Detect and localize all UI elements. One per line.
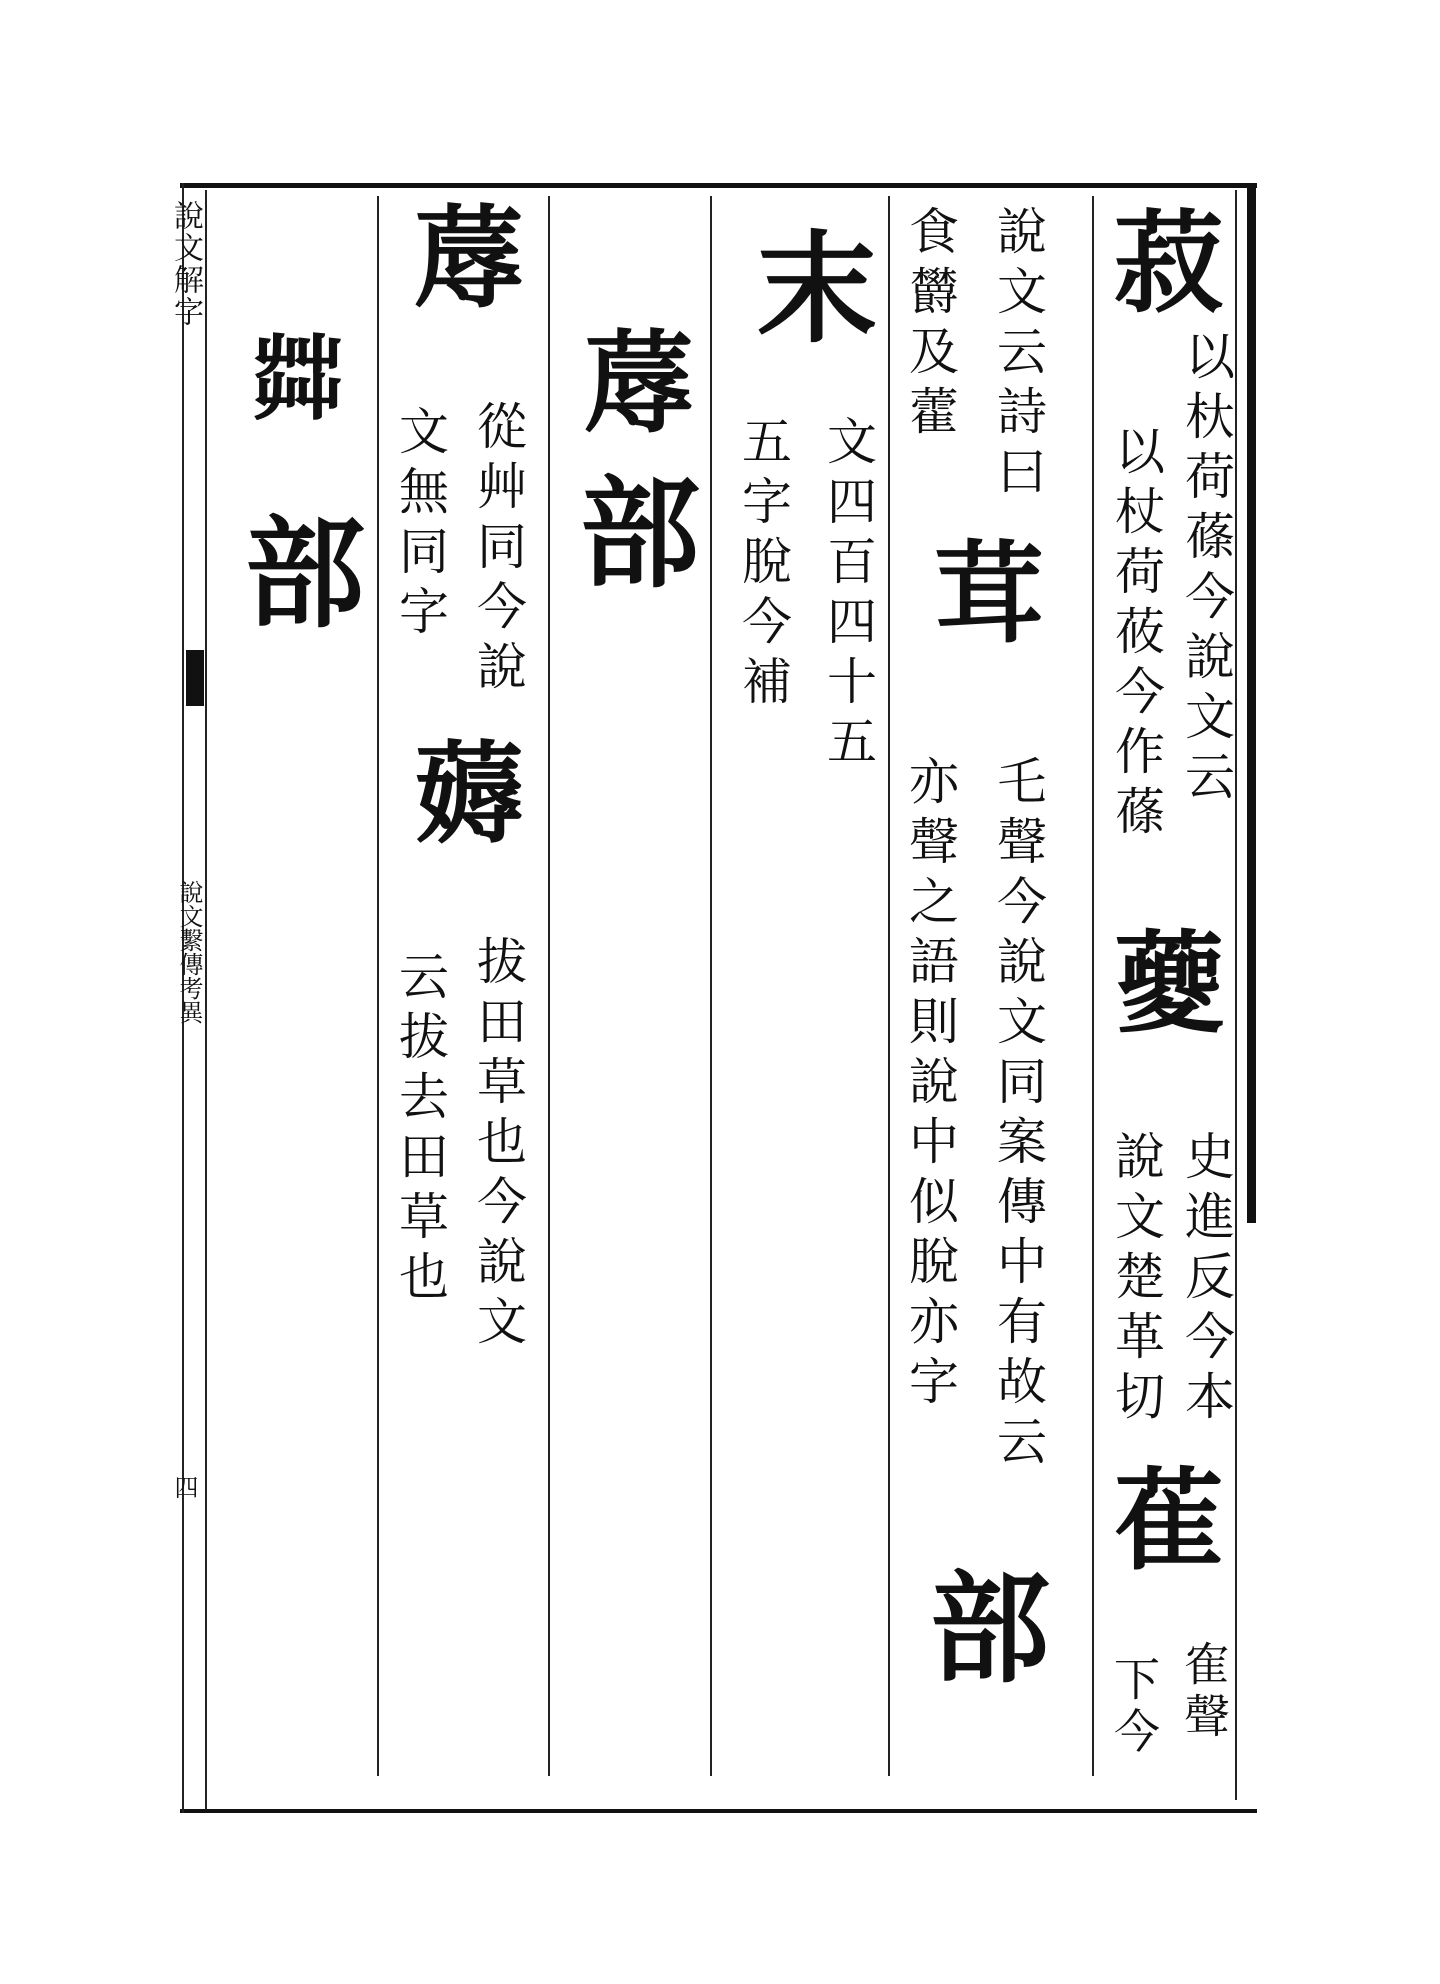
seal-character: 茻: [236, 330, 344, 422]
radical-label: 部: [225, 510, 366, 630]
column-rule: [710, 196, 712, 1776]
column-rule: [888, 196, 890, 1776]
gutter-page-number: 四: [170, 1475, 198, 1499]
seal-character: 菽: [1096, 205, 1225, 315]
annotation-line: 以杖荷莜今作蓧: [1107, 425, 1165, 845]
annotation-line: 乇聲今說文同案傳中有故云: [989, 755, 1047, 1475]
gutter-fish-tail-mark: [186, 650, 204, 706]
column-rule: [548, 196, 550, 1776]
column-rule: [1092, 196, 1094, 1776]
annotation-line: 拔田草也今說文: [469, 935, 527, 1355]
seal-character: 蓐: [396, 200, 525, 310]
seal-character: 蓐: [566, 325, 695, 435]
seal-character: 萑: [1096, 1462, 1225, 1572]
annotation-line: 以杕荷蓧今說文云: [1177, 330, 1235, 810]
seal-character: 薅: [396, 735, 525, 845]
seal-character: 䕫: [1096, 925, 1225, 1035]
radical-label: 部: [560, 470, 701, 590]
annotation-line: 史進反今本: [1177, 1130, 1235, 1430]
annotation-line: 亦聲之語則說中似脫亦字: [901, 755, 959, 1415]
seal-character: 末: [737, 225, 878, 345]
column-rule: [377, 196, 379, 1776]
annotation-line: 食欝及藿: [901, 205, 959, 445]
annotation-line: 文四百四十五: [819, 415, 877, 775]
seal-character: 茸: [916, 535, 1045, 645]
radical-label: 部: [910, 1565, 1051, 1685]
annotation-line: 云拔去田草也: [391, 950, 449, 1310]
annotation-line: 文無同字: [391, 405, 449, 645]
annotation-line: 從艸同今說: [469, 400, 527, 700]
gutter-volume-title: 說文繫傳考異: [175, 880, 203, 1024]
gutter-rule: [205, 190, 207, 1810]
annotation-line: 說文楚革切: [1107, 1130, 1165, 1430]
annotation-line: 隺聲: [1177, 1640, 1231, 1744]
annotation-line: 下今: [1107, 1655, 1161, 1759]
frame-right-thick-rule: [1247, 183, 1256, 1223]
frame-right-thin-rule: [1235, 190, 1237, 1800]
gutter-book-title: 說文解字: [168, 200, 203, 328]
annotation-line: 五字脫今補: [734, 415, 792, 715]
annotation-line: 說文云詩曰: [989, 205, 1047, 505]
